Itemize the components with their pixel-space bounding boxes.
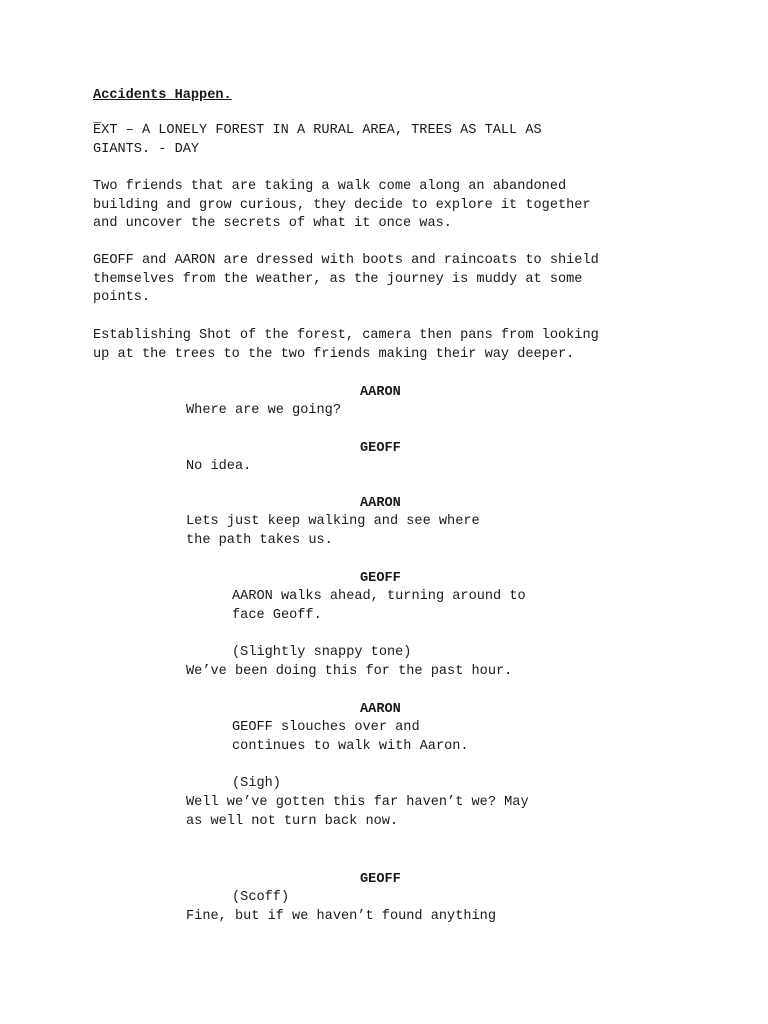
scene-heading: EXT – A LONELY FOREST IN A RURAL AREA, TREES AS TALL AS GIANTS. - DAY bbox=[93, 123, 542, 157]
action-indented: AARON walks ahead, turning around to face Geoff. bbox=[232, 589, 526, 623]
dialogue: Lets just keep walking and see where the path takes us. bbox=[186, 514, 480, 548]
character-cue: GEOFF bbox=[360, 872, 401, 887]
script-title: Accidents Happen. bbox=[93, 88, 232, 103]
action-paragraph-2: GEOFF and AARON are dressed with boots and raincoats to shield themselves from the weather, as the journey is muddy at some points. bbox=[93, 253, 599, 306]
character-cue: AARON bbox=[360, 702, 401, 717]
parenthetical: (Sigh) bbox=[232, 776, 281, 791]
dialogue: Fine, but if we haven’t found anything bbox=[186, 909, 496, 924]
character-cue: AARON bbox=[360, 385, 401, 400]
parenthetical: (Slightly snappy tone) bbox=[232, 645, 412, 660]
dialogue: Well we’ve gotten this far haven’t we? May as well not turn back now. bbox=[186, 795, 529, 829]
character-cue: AARON bbox=[360, 496, 401, 511]
dialogue: Where are we going? bbox=[186, 403, 341, 418]
title-mark: _ bbox=[93, 111, 102, 126]
dialogue: We’ve been doing this for the past hour. bbox=[186, 664, 513, 679]
action-indented: GEOFF slouches over and continues to walk with Aaron. bbox=[232, 720, 469, 754]
action-paragraph-1: Two friends that are taking a walk come along an abandoned building and grow curious, they decide to explore it together and uncover the secrets of what it once was. bbox=[93, 179, 591, 232]
action-paragraph-3: Establishing Shot of the forest, camera then pans from looking up at the trees to the two friends making their way deeper. bbox=[93, 328, 599, 362]
parenthetical: (Scoff) bbox=[232, 890, 290, 905]
character-cue: GEOFF bbox=[360, 571, 401, 586]
dialogue: No idea. bbox=[186, 459, 252, 474]
character-cue: GEOFF bbox=[360, 441, 401, 456]
